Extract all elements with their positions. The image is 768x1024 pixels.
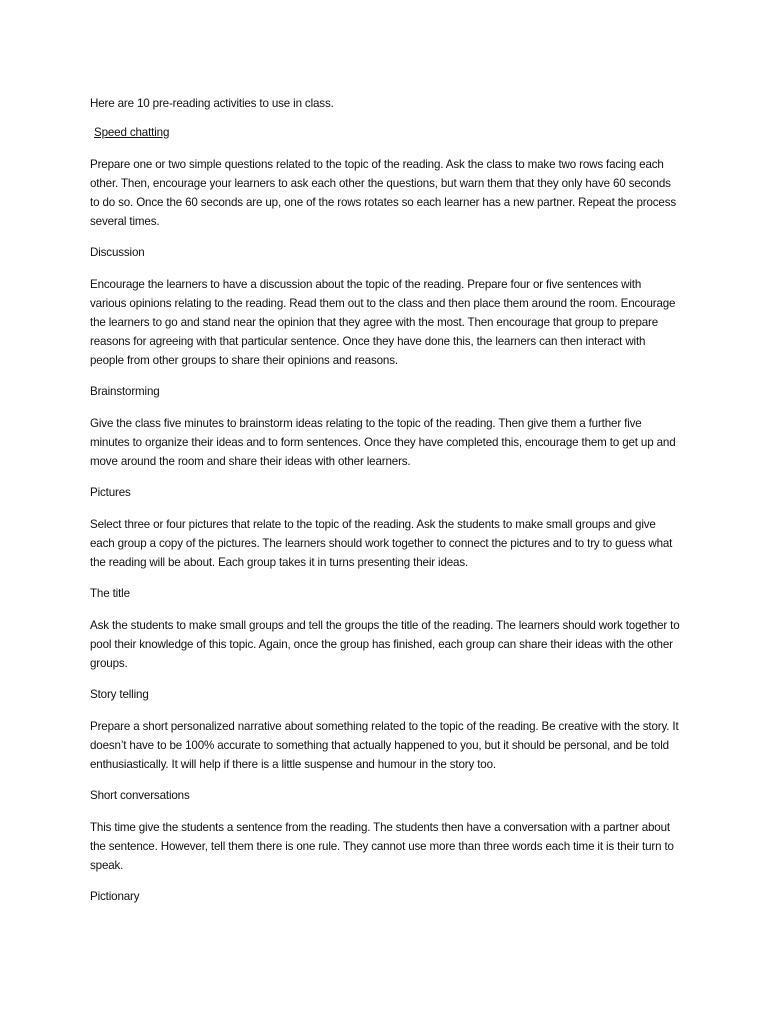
paragraph-brainstorming: Give the class five minutes to brainstorm ideas relating to the topic of the reading. Then give them a further five minutes to organize their ideas and to form sentences. Once they have completed this, encourage them to get up and move around the room and share their ideas with other learners. [90, 417, 676, 468]
heading-the-title: The title [90, 587, 130, 600]
paragraph-discussion: Encourage the learners to have a discussion about the topic of the reading. Prepare four or five sentences with various opinions relating to the reading. Read them out to the class and then place them around the room. Encourage the learners to go and stand near the opinion that they agree with the most. Then encourage that group to prepare reasons for agreeing with that particular sentence. Once they have done this, the learners can then interact with people from other groups to share their opinions and reasons. [90, 278, 676, 367]
intro-text: Here are 10 pre-reading activities to use in class. [90, 97, 334, 110]
heading-speed-chatting-text: Speed chatting [94, 126, 170, 139]
document-page [90, 94, 680, 919]
heading-pictures: Pictures [90, 486, 131, 499]
heading-discussion: Discussion [90, 246, 145, 259]
heading-story-telling: Story telling [90, 688, 149, 701]
heading-brainstorming: Brainstorming [90, 385, 160, 398]
heading-speed-chatting [90, 123, 680, 142]
paragraph-pictures: Select three or four pictures that relate to the topic of the reading. Ask the students to make small groups and give each group a copy of the pictures. The learners should work together to connect the pictures and to try to guess what the reading will be about. Each group takes it in turns presenting their ideas. [90, 518, 673, 569]
heading-pictionary: Pictionary [90, 890, 140, 903]
paragraph-speed-chatting: Prepare one or two simple questions related to the topic of the reading. Ask the class to make two rows facing each other. Then, encourage your learners to ask each other the questions, but warn them that they only have 60 seconds to do so. Once the 60 seconds are up, one of the rows rotates so each learner has a new partner. Repeat the process several times. [90, 158, 676, 228]
paragraph-the-title: Ask the students to make small groups and tell the groups the title of the reading. The learners should work together to pool their knowledge of this topic. Again, once the group has finished, each group can share their ideas with the other groups. [90, 619, 680, 670]
paragraph-story-telling: Prepare a short personalized narrative about something related to the topic of the reading. Be creative with the story. It doesn’t have to be 100% accurate to something that actually happened to you, but it should be personal, and be told enthusiastically. It will help if there is a little suspense and humour in the story too. [90, 720, 679, 771]
heading-short-conversations: Short conversations [90, 789, 190, 802]
paragraph-short-conversations: This time give the students a sentence from the reading. The students then have a conversation with a partner about the sentence. However, tell them there is one rule. They cannot use more than three words each time it is their turn to speak. [90, 821, 674, 872]
